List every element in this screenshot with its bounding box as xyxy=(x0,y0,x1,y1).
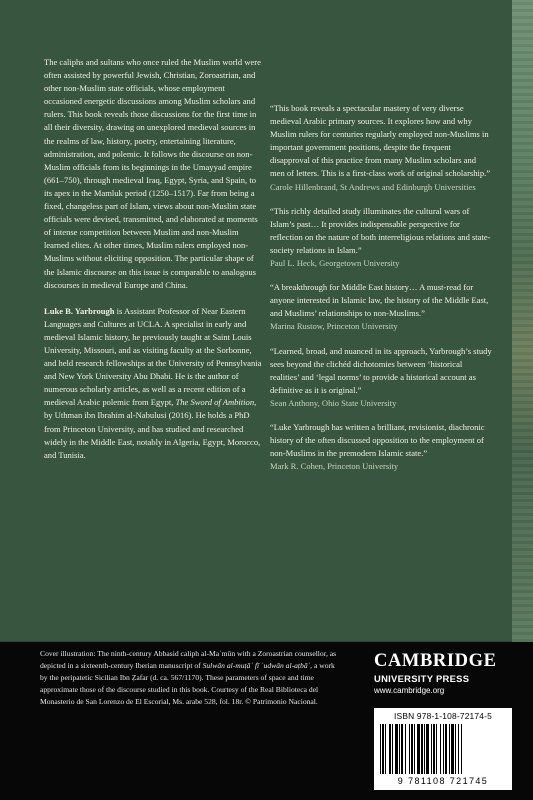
barcode-stripe xyxy=(411,724,413,774)
publisher-subname: UNIVERSITY PRESS xyxy=(374,673,470,684)
cover-credit-text-2: , a work by the peripatetic Sicilian Ibn Ẓafar (d. ca. 567/1170). These parameters of space and time approximate those of the discourse studied in this book. Courtesy of the Real Biblioteca del Monasterio de San Lorenzo de El Escorial, Ms. arabe 528, fol. 18r. © Patrimonio Nacional. xyxy=(40,661,335,707)
barcode-stripe xyxy=(455,724,456,774)
barcode-stripe xyxy=(421,724,423,774)
barcode-stripe xyxy=(431,724,432,774)
publisher-url: www.cambridge.org xyxy=(374,686,445,695)
cover-credit-text: Cover illustration: The ninth-century Abbasid caliph al-Maʾmūn with a Zoroastrian counsellor, as depicted in a sixteenth-century Iberian manuscript of xyxy=(40,649,337,671)
barcode-stripe xyxy=(436,724,437,774)
barcode-stripe xyxy=(449,724,450,774)
publisher-logo xyxy=(374,652,514,695)
author-bio xyxy=(44,305,262,462)
publisher-name: CAMBRIDGE xyxy=(374,651,497,671)
cover-illustration-edge xyxy=(512,0,533,642)
description-paragraph: The caliphs and sultans who once ruled the Muslim world were often assisted by powerful Jewish, Christian, Zoroastrian, and other non-Muslim state officials, whose employment occasioned energetic discussions among Muslim scholars and rulers. This book reveals those discussions for the first time in all their diversity, drawing on unexplored medieval sources in the realms of law, history, poetry, entertaining literature, administration, and polemic. It follows the discourse on non-Muslim officials from its beginnings in the Umayyad empire (661–750), through medieval Iraq, Egypt, Syria, and Spain, to its apex in the Mamluk period (1250–1517). Far from being a fixed, changeless part of Islam, views about non-Muslim state officials were devised, transmitted, and elaborated at moments of intense competition between Muslim and non-Muslim learned elites. At other times, Muslim rulers employed non-Muslims without eliciting opposition. The particular shape of the Islamic discourse on this issue is comparable to analogous discourses in medieval Europe and China. xyxy=(44,57,261,290)
endorsement-text: “This richly detailed study illuminates the cultural wars of Islam’s past… It provides indispensable perspective for reflection on the nature of both interreligious relations and state-society relations in Islam.” xyxy=(270,205,491,255)
endorsement-attribution: Mark R. Cohen, Princeton University xyxy=(270,461,399,472)
barcode-stripe xyxy=(409,724,410,774)
barcode-stripe xyxy=(395,724,398,774)
barcode-stripe xyxy=(392,724,393,774)
endorsement-text: “A breakthrough for Middle East history… A must-read for anyone interested in Islamic law, the history of the Middle East, and Muslims’ relationships to non-Muslims.” xyxy=(270,282,489,319)
endorsement-text: “Learned, broad, and nuanced in its approach, Yarbrough’s study sees beyond the clichéd dichotomies between ‘historical realities’ and ‘legal norms’ to provide a historical account as definitive as it is original.” xyxy=(270,345,492,395)
barcode-stripe xyxy=(440,724,441,774)
endorsement xyxy=(270,421,492,473)
author-bio-text-2: , by Uthman ibn Ibrahim al-Nabulusi (2016). He holds a PhD from Princeton University, and has studied and researched widely in the Middle East, notably in Algeria, Egypt, Morocco, and Tunisia. xyxy=(44,397,261,460)
book-description xyxy=(44,56,262,462)
barcode-stripe xyxy=(433,724,435,774)
book-title: The Sword of Ambition xyxy=(175,397,255,408)
isbn-label: ISBN 978-1-108-72174-5 xyxy=(394,711,492,721)
endorsement-attribution: Carole Hillenbrand, St Andrews and Edinburgh Universities xyxy=(270,181,476,192)
endorsement xyxy=(270,102,492,194)
endorsements xyxy=(270,102,492,484)
manuscript-title: Sulwān al-muṭāʿ fī ʿudwān al-aṭbāʿ xyxy=(202,661,311,671)
barcode-stripe xyxy=(451,724,454,774)
barcode-stripe xyxy=(445,724,447,774)
barcode-stripe xyxy=(414,724,415,774)
author-bio-text: is Assistant Professor of Near Eastern Languages and Cultures at UCLA. A specialist in early and medieval Islamic history, he previously taught at Saint Louis University, Missouri, and as visiting faculty at the Sorbonne, and held research fellowships at the University of Pennsylvania and New York University Abu Dhabi. He is the author of numerous scholarly articles, as well as a recent edition of a medieval Arabic polemic from Egypt, xyxy=(44,305,262,408)
endorsement xyxy=(270,281,492,333)
endorsement-text: “Luke Yarbrough has written a brilliant, revisionist, diachronic history of the often discussed opposition to the employment of non-Muslims in the premodern Islamic state.” xyxy=(270,421,485,459)
barcode-stripe xyxy=(399,724,400,774)
footer-band xyxy=(0,642,533,800)
cover-credit xyxy=(40,648,338,708)
endorsement xyxy=(270,345,492,410)
barcode-stripe xyxy=(461,724,462,774)
barcode-stripe xyxy=(382,724,384,774)
barcode-stripe xyxy=(424,724,425,774)
barcode-stripe xyxy=(380,724,381,774)
barcode-stripe xyxy=(385,724,386,774)
barcode-digits: 9 781108 721745 xyxy=(397,776,489,786)
author-name: Luke B. Yarbrough xyxy=(44,305,115,316)
barcode-stripe xyxy=(443,724,444,774)
barcode-stripe xyxy=(426,724,429,774)
endorsement-attribution: Marina Rustow, Princeton University xyxy=(270,321,398,332)
barcode-stripe xyxy=(389,724,391,774)
barcode-stripe xyxy=(458,724,459,774)
endorsement-attribution: Sean Anthony, Ohio State University xyxy=(270,397,397,408)
endorsement-text: “This book reveals a spectacular mastery of very diverse medieval Arabic primary sources. It explores how and why Muslim rulers for centuries regularly employed non-Muslims in important government positions, despite the frequent disapproval of this practice from many Muslim scholars and men of letters. This is a first-class work of original scholarship.” xyxy=(270,103,491,179)
barcode-stripe xyxy=(405,724,406,774)
barcode xyxy=(374,708,512,790)
barcode-stripe xyxy=(417,724,420,774)
barcode-stripe xyxy=(401,724,403,774)
endorsement-attribution: Paul L. Heck, Georgetown University xyxy=(270,258,400,269)
endorsement xyxy=(270,205,492,270)
barcode-bars xyxy=(380,724,506,774)
